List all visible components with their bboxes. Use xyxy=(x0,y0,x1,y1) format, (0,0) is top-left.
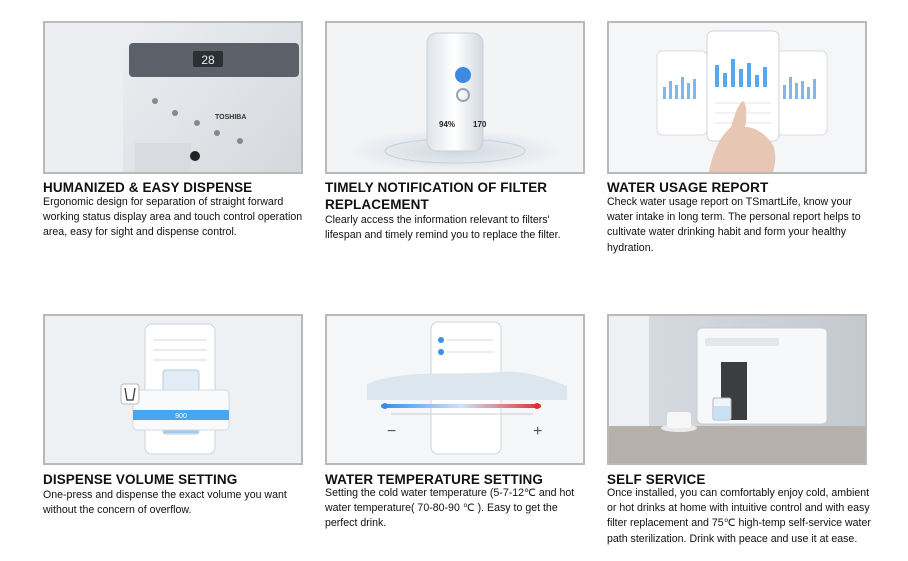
feature-description: Clearly access the information relevant to filters' lifespan and timely remind you to replace the filter. xyxy=(325,214,561,242)
feature-description: One-press and dispense the exact volume you want without the concern of overflow. xyxy=(43,489,287,517)
feature-description: Setting the cold water temperature (5-7-12℃ and hot water temperature( 70-80-90 ℃ ). Easy to get the perfect drink. xyxy=(325,487,575,530)
feature-title: HUMANIZED & EASY DISPENSE xyxy=(43,180,253,195)
feature-title: DISPENSE VOLUME SETTING xyxy=(43,472,238,487)
plus-symbol: + xyxy=(533,423,543,440)
feature-description: Check water usage report on TSmartLife, know your water intake in long term. The personal report helps to cultivate water drinking habit and form your healthy hydration. xyxy=(607,196,861,254)
usage-report-image xyxy=(607,21,867,174)
feature-title: WATER USAGE REPORT xyxy=(607,180,769,195)
filter-image xyxy=(325,21,585,174)
filter-days: 170 xyxy=(473,120,487,129)
feature-title: WATER TEMPERATURE SETTING xyxy=(325,472,543,487)
filter-percent: 94% xyxy=(439,120,456,129)
brand-logo-text: TOSHIBA xyxy=(215,114,247,121)
self-service-image xyxy=(607,314,867,465)
volume-setting-image xyxy=(43,314,303,465)
feature-description: Ergonomic design for separation of straight forward working status display area and touch control operation area, easy for sight and dispense control. xyxy=(43,196,303,239)
selected-volume: 900 xyxy=(175,413,187,420)
temperature-setting-image xyxy=(325,314,585,465)
feature-title: SELF SERVICE xyxy=(607,472,706,487)
minus-symbol: − xyxy=(387,423,397,440)
feature-description: Once installed, you can comfortably enjoy cold, ambient or hot drinks at home with intuitive control and with easy filter replacement and 75℃ high-temp self-service water path sterilization. Drink with peace and use it at ease. xyxy=(607,487,871,545)
display-value: 28 xyxy=(201,53,215,67)
feature-title: TIMELY NOTIFICATION OF FILTER REPLACEMENT xyxy=(325,180,548,212)
dispenser-panel-image xyxy=(43,21,303,174)
